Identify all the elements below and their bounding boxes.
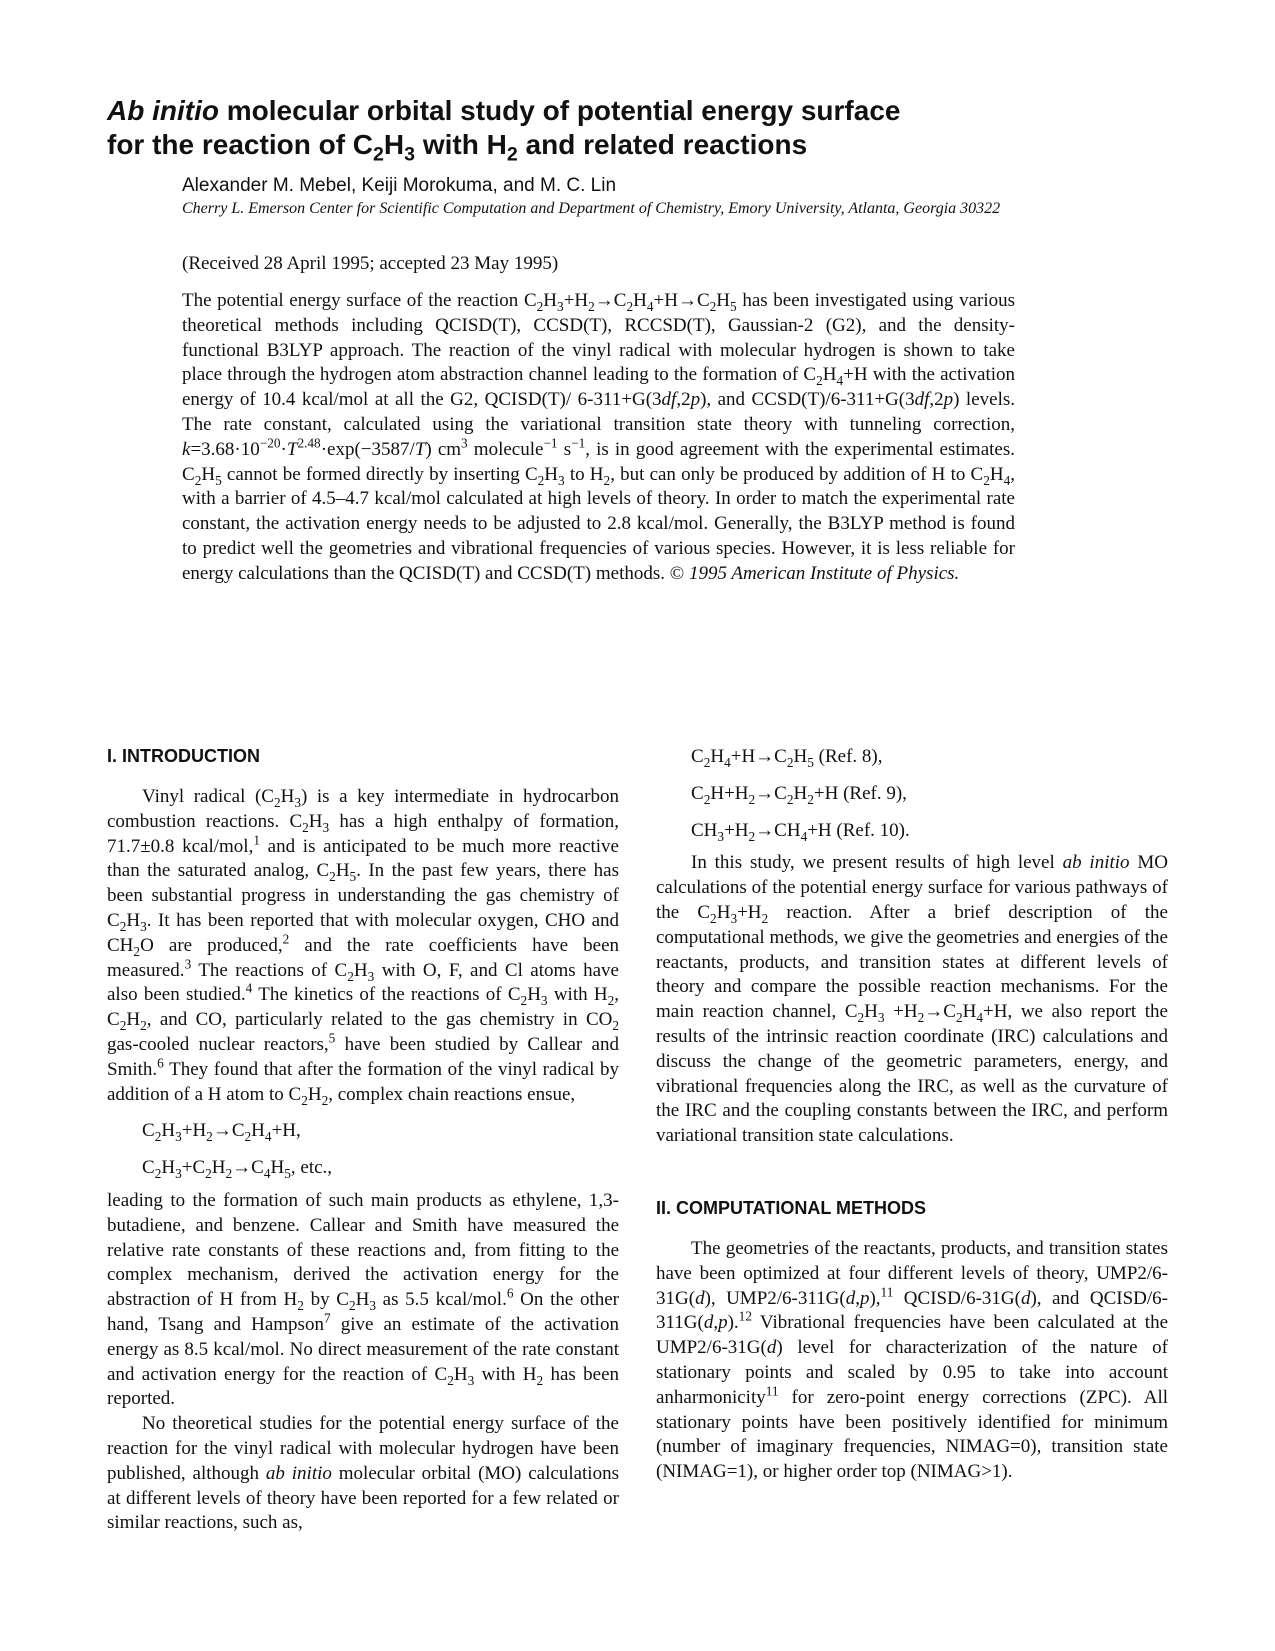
intro-paragraph-3: No theoretical studies for the potential energy surface of the reaction for the vinyl radical with molecular hydrogen have been published, although ab initio molecular orbital (MO) calculations at different levels of theory have been reported for a few related or similar reactions, such as, [107, 1413, 619, 1534]
reaction-ref-10: $CH_3+H_2\to CH_4+H$ (Ref. 10). [691, 819, 910, 844]
section-heading-computational-methods: II. COMPUTATIONAL METHODS [656, 1197, 926, 1218]
abstract: The potential energy surface of the reaction $C_2H_3+H_2\to C_2H_4+H\to C_2H_5$ has been investigated using various theoretical methods including QCISD(T), CCSD(T), RCCSD(T), Gaussian-2 (G2), and the density-functional B3LYP approach. The reaction of the vinyl radical with molecular hydrogen is shown to take place through the hydrogen atom abstraction channel leading to the formation of $C_2H_4+H$ with the activation energy of 10.4 kcal/mol at all the G2, QCISD(T)/ 6-311+G(3df,2p), and CCSD(T)/6-311+G(3df,2p) levels. The rate constant, calculated using the variational transition state theory with tunneling correction, $k=3.68\cdot 10^{-20}\cdot T^{2.48}\cdot\exp(-3587/T)$ $cm^3$ molecule$^{-1}$ $s^{-1}$, is in good agreement with the experimental estimates. $C_2H_5$ cannot be formed directly by inserting $C_2H_3$ to $H_2$, but can only be produced by addition of H to $C_2H_4$, with a barrier of 4.5–4.7 kcal/mol calculated at high levels of theory. In order to match the experimental rate constant, the activation energy needs to be adjusted to 2.8 kcal/mol. Generally, the B3LYP method is found to predict well the geometries and vibrational frequencies of various species. However, it is less reliable for energy calculations than the QCISD(T) and CCSD(T) methods. © 1995 American Institute of Physics. [182, 290, 1016, 584]
received-dates: (Received 28 April 1995; accepted 23 May 1995) [182, 253, 559, 274]
equation-2: $C_2H_3+C_2H_2\to C_4H_5$, etc., [142, 1157, 333, 1181]
reaction-ref-8: $C_2H_4+H\to C_2H_5$ (Ref. 8), [691, 746, 883, 770]
affiliation: Cherry L. Emerson Center for Scientific Computation and Department of Chemistry, Emory University, Atlanta, Georgia 30322 [182, 200, 1001, 217]
intro-paragraph-2: leading to the formation of such main products as ethylene, 1,3-butadiene, and benzene. Callear and Smith have measured the relative rate constants of these reactions and, from fitting to the complex mechanism, derived the activation energy for the abstraction of H from $H_2$ by $C_2H_3$ as 5.5 kcal/mol.$^6$ On the other hand, Tsang and Hampson$^7$ give an estimate of the activation energy as 8.5 kcal/mol. No direct measurement of the rate constant and activation energy for the reaction of $C_2H_3$ with $H_2$ has been reported. [107, 1189, 620, 1410]
reaction-ref-9: $C_2H+H_2\to C_2H_2+H$ (Ref. 9), [691, 782, 907, 807]
paper-title: Ab initio molecular orbital study of potential energy surface for the reaction of $C_2H_3$ with $H_2$ and related reactions [107, 95, 901, 166]
section-heading-introduction: I. INTRODUCTION [107, 746, 260, 766]
right-column [656, 745, 1168, 1485]
methods-paragraph-1: The geometries of the reactants, products, and transition states have been optimized at four different levels of theory, UMP2/6-31G(d), UMP2/6-311G(d,p),$^{11}$ QCISD/6-31G(d), and QCISD/6-311G(d,p).$^{12}$ Vibrational frequencies have been calculated at the UMP2/6-31G(d) level for characterization of the nature of stationary points and scaled by 0.95 to take into account anharmonicity$^{11}$ for zero-point energy corrections (ZPC). All stationary points have been positively identified for minimum (number of imaginary frequencies, NIMAG=0), transition state (NIMAG=1), or higher order top (NIMAG>1). [656, 1237, 1168, 1483]
title-italic: Ab initio [107, 95, 219, 126]
intro-paragraph-4: In this study, we present results of high level ab initio MO calculations of the potential energy surface for various pathways of the $C_2H_3+H_2$ reaction. After a brief description of the computational methods, we give the geometries and energies of the reactants, products, and transition states at different levels of theory and compare the possible reaction mechanisms. For the main reaction channel, $C_2H_3 +H_2\to C_2H_4+H$, we also report the results of the intrinsic reaction coordinate (IRC) calculations and discuss the change of the geometric parameters, energy, and vibrational frequencies along the IRC, as well as the curvature of the IRC and the coupling constants between the IRC, and perform variational transition state calculations. [656, 852, 1168, 1147]
equation-1: $C_2H_3+H_2\to C_2H_4+H$, [142, 1120, 301, 1145]
authors: Alexander M. Mebel, Keiji Morokuma, and M. C. Lin [182, 175, 617, 196]
left-column [107, 745, 619, 1536]
intro-paragraph-1: Vinyl radical $(C_2H_3)$ is a key intermediate in hydrocarbon combustion reactions. $C_2H_3$ has a high enthalpy of formation, 71.7±0.8 kcal/mol,$^1$ and is anticipated to be much more reactive than the saturated analog, $C_2H_5$. In the past few years, there has been substantial progress in understanding the gas chemistry of $C_2H_3$. It has been reported that with molecular oxygen, CHO and $CH_2O$ are produced,$^2$ and the rate coefficients have been measured.$^3$ The reactions of $C_2H_3$ with O, F, and Cl atoms have also been studied.$^4$ The kinetics of the reactions of $C_2H_3$ with $H_2$, $C_2H_2$, and CO, particularly related to the gas chemistry in $CO_2$ gas-cooled nuclear reactors,$^5$ have been studied by Callear and Smith.$^6$ They found that after the formation of the vinyl radical by addition of a H atom to $C_2H_2$, complex chain reactions ensue, [107, 786, 620, 1108]
